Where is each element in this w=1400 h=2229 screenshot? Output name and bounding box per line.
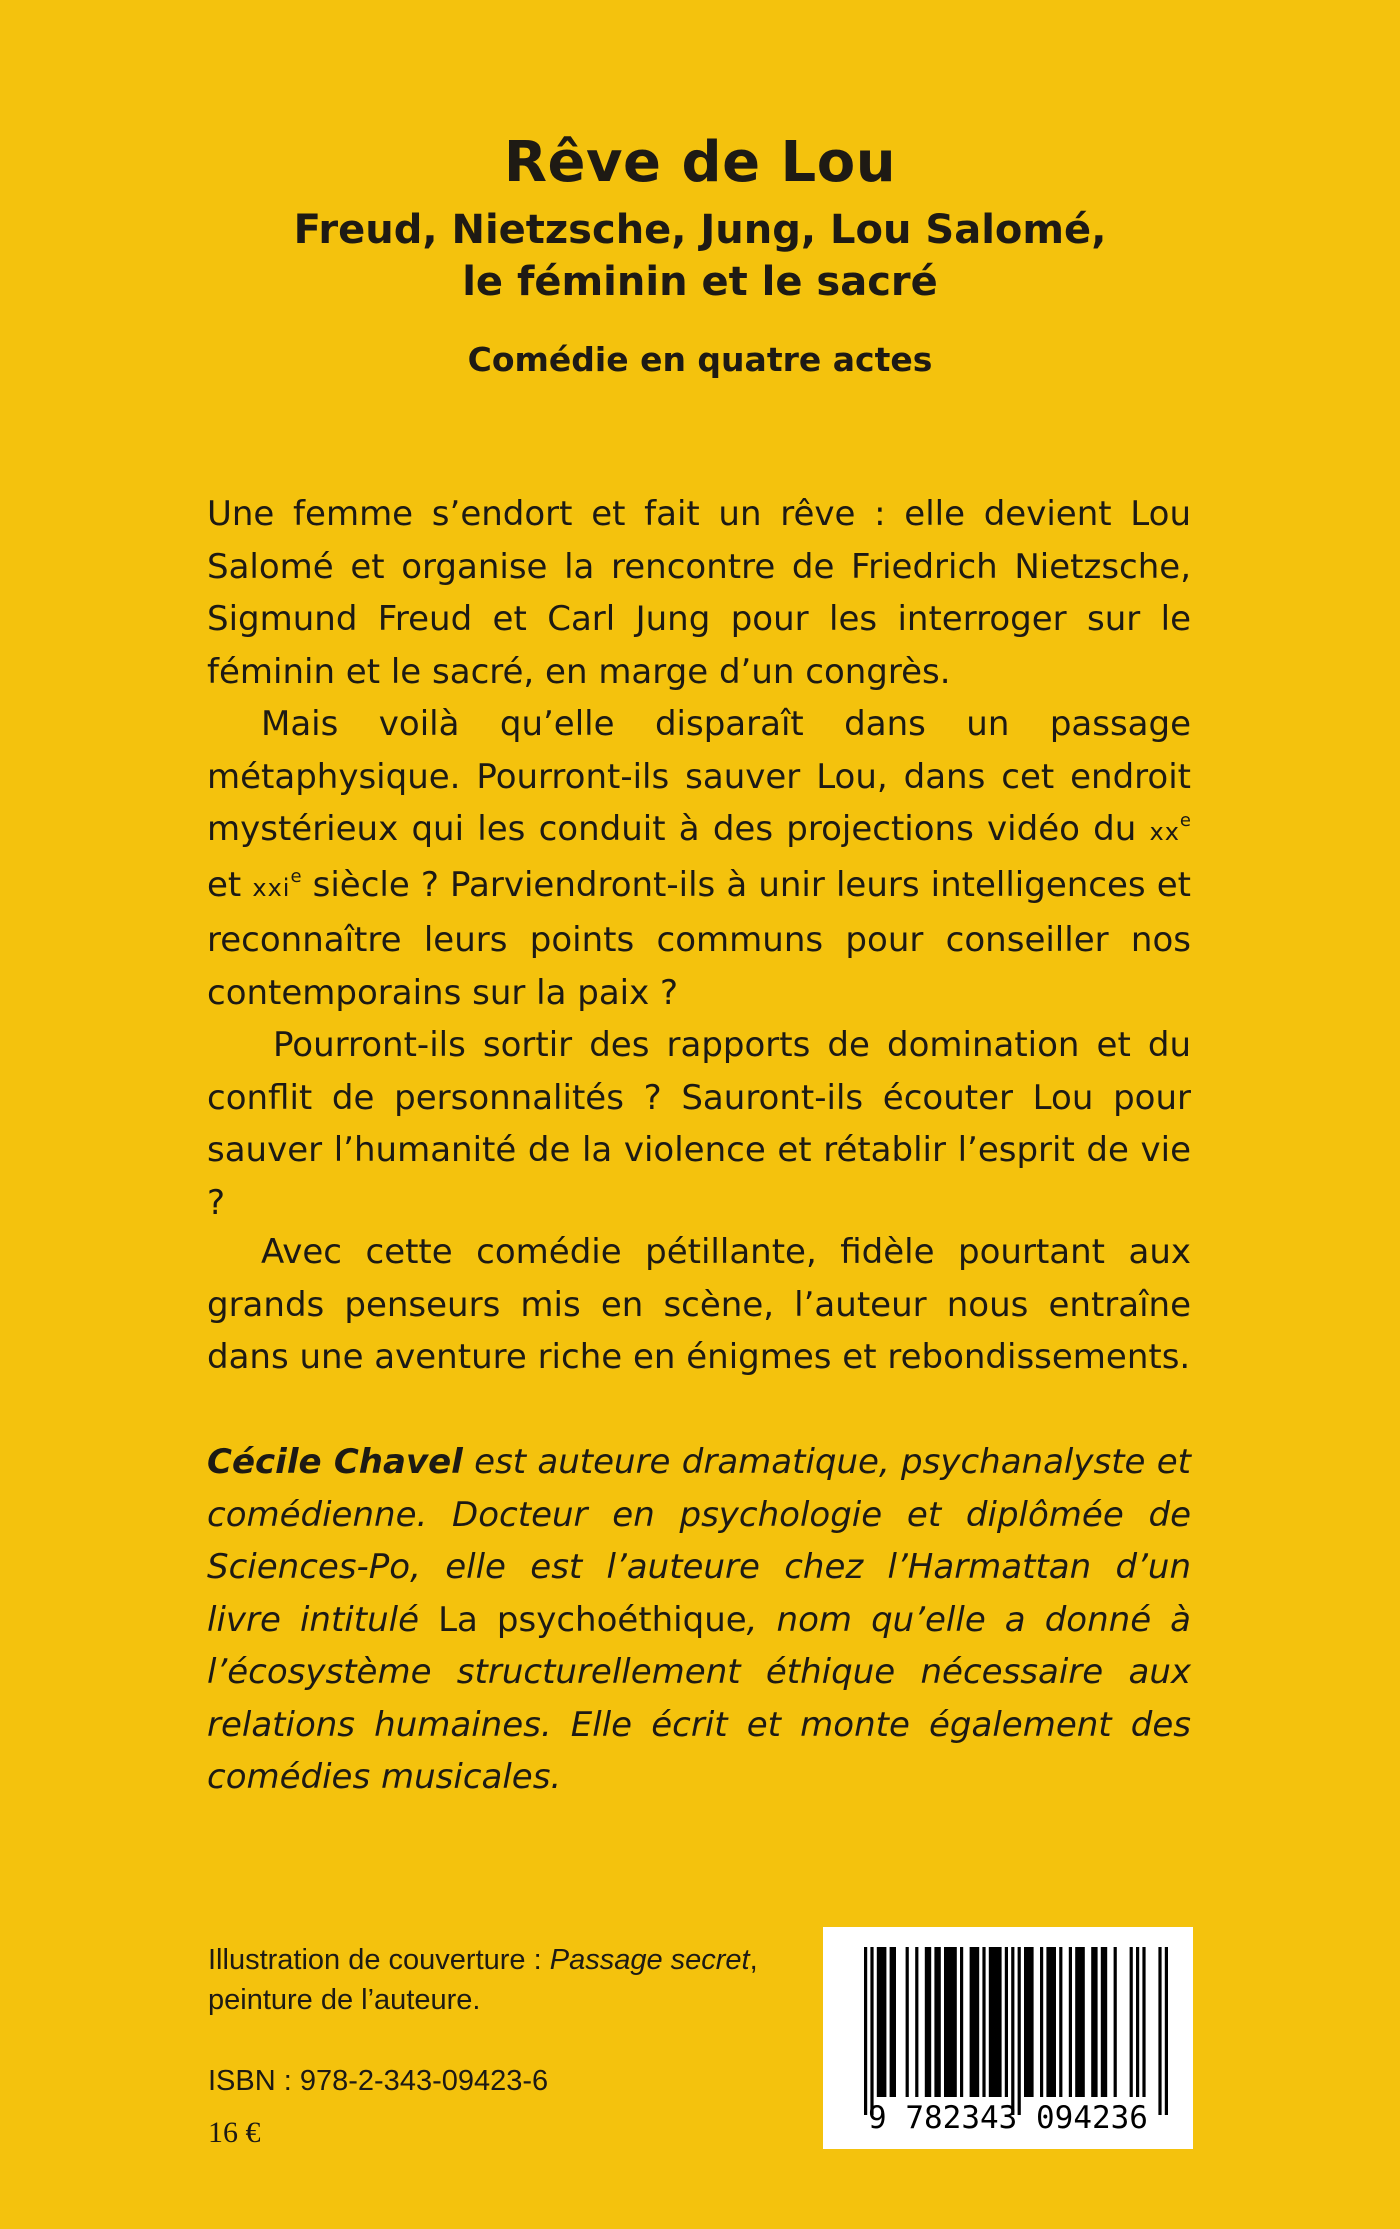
barcode-bar [1136, 1947, 1139, 2097]
blurb-paragraph-2-part-a: Mais voilà qu’elle disparaît dans un passage métaphysique. Pourront-ils sauver Lou, dans cet endroit mystérieux qui les conduit à des projections vidéo du [207, 704, 1191, 849]
century-20-superscript: e [1179, 810, 1191, 831]
barcode-bar [1059, 1947, 1062, 2097]
author-bio-text-b: , nom qu’elle a donné à l’écosystème structurellement éthique nécessaire aux relations humaines. Elle écrit et monte également des comédies musicales. [207, 1599, 1192, 1797]
barcode-bar [989, 1947, 1002, 2097]
century-21-superscript: e [290, 865, 302, 887]
blurb-summary [207, 1226, 1191, 1384]
book-title: Rêve de Lou [503, 130, 897, 195]
blurb-paragraph-2-part-b: et [207, 864, 253, 905]
barcode-bar [1011, 1947, 1014, 2115]
barcode-bar [870, 1947, 873, 2115]
barcode-bar [1040, 1947, 1043, 2097]
century-20: xx [1149, 818, 1180, 846]
blurb-paragraph-3: Pourront-ils sortir des rapports de domination et du conflit de personnalités ? Sauront-ils écouter Lou pour sauver l’humanité de la violence et rétablir l’esprit de vie ? [207, 1025, 1191, 1223]
barcode-bar [970, 1947, 980, 2097]
book-genre: Comédie en quatre actes [467, 340, 933, 379]
illustration-credit-label: Illustration de couverture : [208, 1944, 550, 1976]
subtitle-line-2: le féminin et le sacré [462, 259, 938, 305]
author-bio-text-a: est auteure dramatique, psychanalyste et comédienne. Docteur en psychologie et diplômée de Sciences-Po, elle est l’auteure chez l’Harmattan d’un livre intitulé [207, 1442, 1191, 1640]
century-21: xxi [252, 873, 291, 902]
barcode [823, 1927, 1193, 2149]
blurb-paragraph-2-part-c: siècle ? Parviendront-ils à unir leurs intelligences et reconnaître leurs points communs pour conseiller nos contemporains sur la paix ? [207, 864, 1191, 1013]
barcode-graphic [823, 1927, 1193, 2149]
barcode-bar [1101, 1947, 1107, 2097]
barcode-bar [1158, 1947, 1161, 2115]
barcode-bar [915, 1947, 918, 2097]
barcode-bar [1005, 1947, 1008, 2097]
barcode-bar [1069, 1947, 1072, 2097]
blurb [207, 488, 1191, 1229]
barcode-bar [925, 1947, 931, 2097]
author-bio-paragraph [207, 1436, 1191, 1804]
book-reference-title: La psychoéthique [438, 1599, 747, 1640]
barcode-bar [1165, 1947, 1168, 2115]
barcode-bar [960, 1947, 963, 2097]
barcode-bar [877, 1947, 887, 2097]
barcode-bar [864, 1947, 867, 2115]
barcode-bar [1091, 1947, 1097, 2097]
barcode-bar [934, 1947, 940, 2097]
subtitle-line-1: Freud, Nietzsche, Jung, Lou Salomé, [293, 207, 1107, 253]
barcode-bar [890, 1947, 896, 2097]
barcode-bar [1114, 1947, 1117, 2097]
barcode-bar [906, 1947, 909, 2097]
illustration-credit [208, 1940, 758, 2020]
barcode-bar [944, 1947, 957, 2097]
header [0, 128, 1400, 382]
book-subtitle [0, 204, 1400, 308]
barcode-bar [1075, 1947, 1085, 2097]
barcode-digits: 9 782343 094236 [868, 2100, 1148, 2136]
blurb-paragraph-1: Une femme s’endort et fait un rêve : elle devient Lou Salomé et organise la rencontre de Friedrich Nietzsche, Sigmund Freud et Carl Jung pour les interroger sur le féminin et le sacré, en marge d’un congrès. [207, 494, 1191, 692]
barcode-bar [1046, 1947, 1056, 2097]
illustration-credit-line-2: peinture de l’auteure. [208, 1984, 481, 2016]
illustration-artwork-title: Passage secret [549, 1944, 750, 1976]
barcode-bar [1142, 1947, 1145, 2097]
isbn: ISBN : 978-2-343-09423-6 [208, 2065, 549, 2097]
barcode-bars [864, 1947, 1168, 2115]
author-bio [207, 1436, 1191, 1804]
illustration-credit-suffix: , [749, 1944, 758, 1976]
illustration-credit-line-1 [208, 1940, 758, 1980]
author-name: Cécile Chavel [207, 1442, 463, 1482]
price: 16 € [208, 2116, 261, 2149]
barcode-bar [1018, 1947, 1021, 2115]
blurb-paragraph-2 [207, 698, 1191, 1019]
blurb-paragraph-4: Avec cette comédie pétillante, fidèle pourtant aux grands penseurs mis en scène, l’auteur nous entraîne dans une aventure riche en énigmes et rebondissements. [207, 1232, 1191, 1377]
barcode-bar [1024, 1947, 1034, 2097]
barcode-bar [1130, 1947, 1133, 2097]
barcode-bar [982, 1947, 985, 2097]
